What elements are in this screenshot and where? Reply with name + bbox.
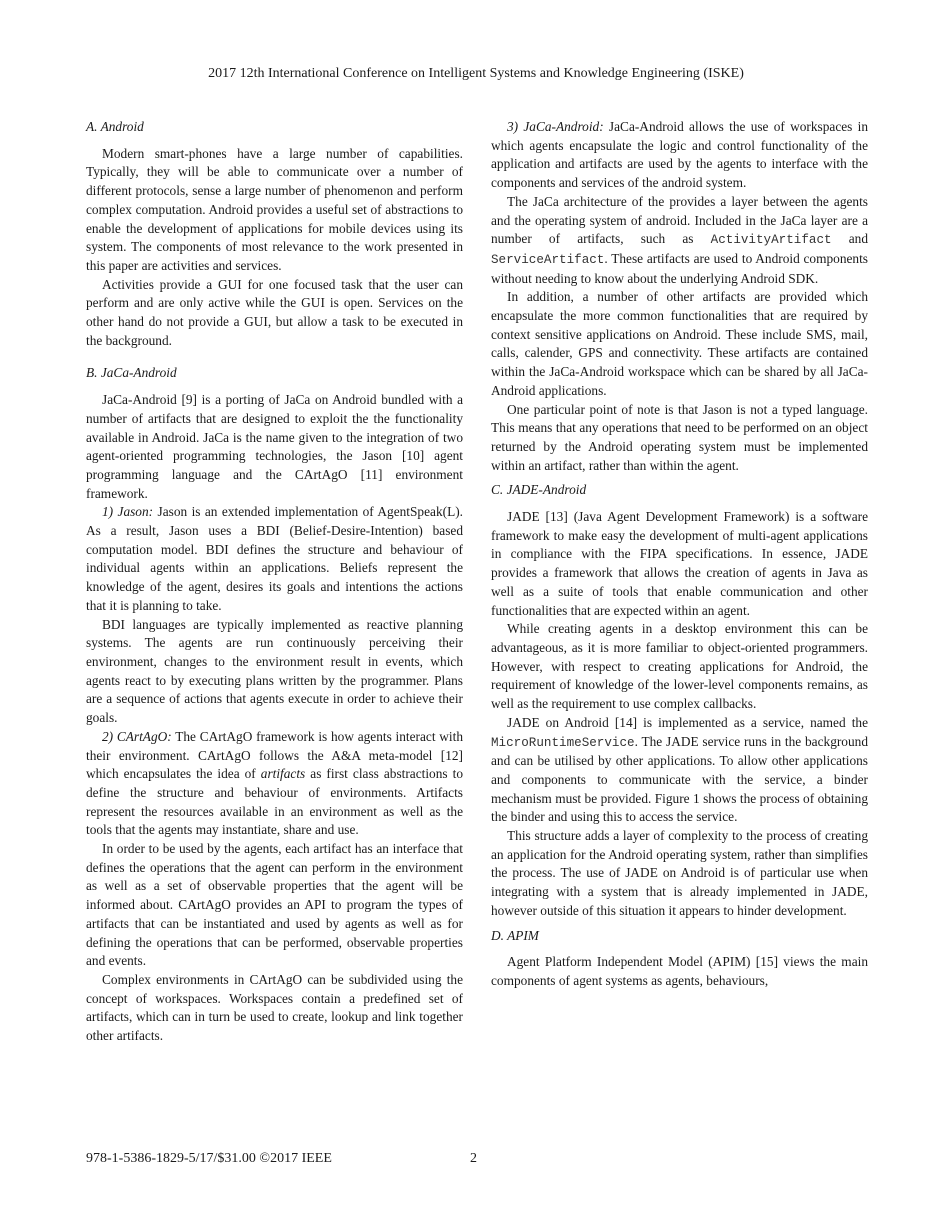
paragraph: [86, 728, 463, 840]
paragraph: [491, 118, 868, 193]
paragraph: [86, 503, 463, 615]
page-number: 2: [470, 1151, 477, 1166]
paragraph: Complex environments in CArtAgO can be subdivided using the concept of workspaces. Workspaces contain a predefined set of artifacts, which can in turn be used to create, lookup and link together other artifacts.: [86, 971, 463, 1044]
paragraph: JADE [13] (Java Agent Development Framework) is a software framework to make easy the development of multi-agent applications in compliance with the FIPA specifications. In essence, JADE provides a framework that allows the creation of agents in Java as well as a suite of tools that enable communication and other functionalities that are expected within an agent.: [491, 509, 868, 618]
copyright-notice: 978-1-5386-1829-5/17/$31.00 ©2017 IEEE: [86, 1151, 332, 1166]
paragraph-text: . These artifacts are used to Android components without needing to know about the underlying Android SDK.: [491, 250, 868, 286]
paragraph-text: and: [831, 231, 869, 247]
left-column: [86, 118, 463, 1046]
paragraph: This structure adds a layer of complexity to the process of creating an application for the Android operating system, rather than simplifies the process. The use of JADE on Android is of particular use when integrating with a system that is already implemented in JADE, however outside of this situation it appears to hinder development.: [491, 828, 868, 918]
paragraph: BDI languages are typically implemented as reactive planning systems. The agents are run continuously perceiving their environment, changes to the environment result in events, which agents react to by executing plans written by the programmer. Plans are a sequence of actions that agents execute in order to achieve their goals.: [86, 616, 463, 726]
section-title-apim: D. APIM: [491, 927, 539, 943]
subsection-title-cartago: 2) CArtAgO:: [102, 728, 172, 744]
subsection-title-jason: 1) Jason:: [102, 504, 154, 520]
subsection-title-jaca-android: 3) JaCa-Android:: [507, 119, 604, 134]
code-micro-runtime-service: MicroRuntimeService: [491, 735, 635, 750]
paragraph: [491, 193, 868, 289]
conference-header: 2017 12th International Conference on Intelligent Systems and Knowledge Engineering (ISKE): [208, 66, 744, 81]
paragraph-text: The CArtAgO framework is how agents interact with their environment. CArtAgO follows the A&A meta-model [12] which encapsulates the idea of: [86, 728, 463, 782]
paragraph: While creating agents in a desktop environment this can be advantageous, as it is more familiar to object-oriented programmers. However, with respect to creating applications for Android, the requirement of knowledge of the lower-level components remains, as well as the requirement to use complex callbacks.: [491, 621, 868, 712]
section-title-jaca-android: B. JaCa-Android: [86, 365, 177, 381]
paragraph-text: JaCa-Android allows the use of workspaces in which agents encapsulate the logic and control functionality of the application and artifacts are used by the agents to interface with the components and services of the android system.: [491, 119, 868, 191]
paragraph: In addition, a number of other artifacts are provided which encapsulate the more common functionalities that are required by context sensitive applications on Android. These include SMS, mail, calls, calender, GPS and connectivity. These artifacts are contained within the JaCa-Android workspace which can be shared by all JaCa-Android applications.: [491, 289, 868, 398]
code-service-artifact: ServiceArtifact: [491, 252, 605, 267]
paragraph-text: as first class abstractions to define the structure and behaviour of environments. Artifacts represent the resources available in an environment as well as the tools that the agents may instantiate, share and use.: [86, 766, 463, 838]
paragraph: JaCa-Android [9] is a porting of JaCa on Android bundled with a number of artifacts that are designed to exploit the the functionality available in Android. JaCa is the name given to the integration of two agent-oriented programming technologies, the Jason [10] agent programming language and the CArtAgO [11] environment framework.: [86, 392, 463, 501]
section-title-jade-android: C. JADE-Android: [491, 482, 587, 498]
paragraph-text: Jason is an extended implementation of AgentSpeak(L). As a result, Jason uses a BDI (Belief-Desire-Intention) based computation model. BDI defines the structure and behaviour of individual agents within an applications. Beliefs represent the knowledge of the agent, desires its goals and intentions the actions that it is planning to take.: [86, 504, 463, 613]
paragraph: [491, 714, 868, 827]
right-column: [491, 118, 868, 991]
paragraph: One particular point of note is that Jason is not a typed language. This means that any operations that need to be performed on an object returned by the Android operating system must be implemented within an artifact, rather than within the agent.: [491, 401, 868, 473]
paragraph: Activities provide a GUI for one focused task that the user can perform and are only active while the GUI is open. Services on the other hand do not provide a GUI, but allow a task to be executed in the background.: [86, 276, 463, 348]
paragraph-text: . The JADE service runs in the background and can be utilised by other applications. To allow other applications and components to communicate with the service, a binder mechanism must be provided. Figure 1 shows the process of obtaining the binder and using this to access the service.: [491, 733, 868, 825]
paragraph-text: JADE on Android [14] is implemented as a service, named the: [507, 714, 868, 730]
paragraph-text: The JaCa architecture of the provides a layer between the agents and the operating system of android. Included in the JaCa layer are a number of artifacts, such as: [491, 193, 868, 247]
paragraph: Agent Platform Independent Model (APIM) [15] views the main components of agent systems as agents, behaviours,: [491, 954, 868, 988]
emphasis-artifacts: artifacts: [260, 766, 306, 782]
code-activity-artifact: ActivityArtifact: [710, 233, 832, 248]
paragraph: Modern smart-phones have a large number of capabilities. Typically, they will be able to communicate over a number of different protocols, sense a large number of phenomenon and perform complex computation. Android provides a useful set of abstractions to enable the development of applications for mobile devices using its system. The components of most relevance to the work presented in this paper are activities and services.: [86, 145, 463, 273]
section-title-android: A. Android: [86, 119, 144, 134]
paragraph: In order to be used by the agents, each artifact has an interface that defines the operations that the agent can perform in the environment as well as a set of observable properties that the agent will be informed about. CArtAgO provides an API to program the types of artifacts that can be instantiated and used by agents as well as for defining the operations that can be performed, observable properties and events.: [86, 841, 463, 969]
